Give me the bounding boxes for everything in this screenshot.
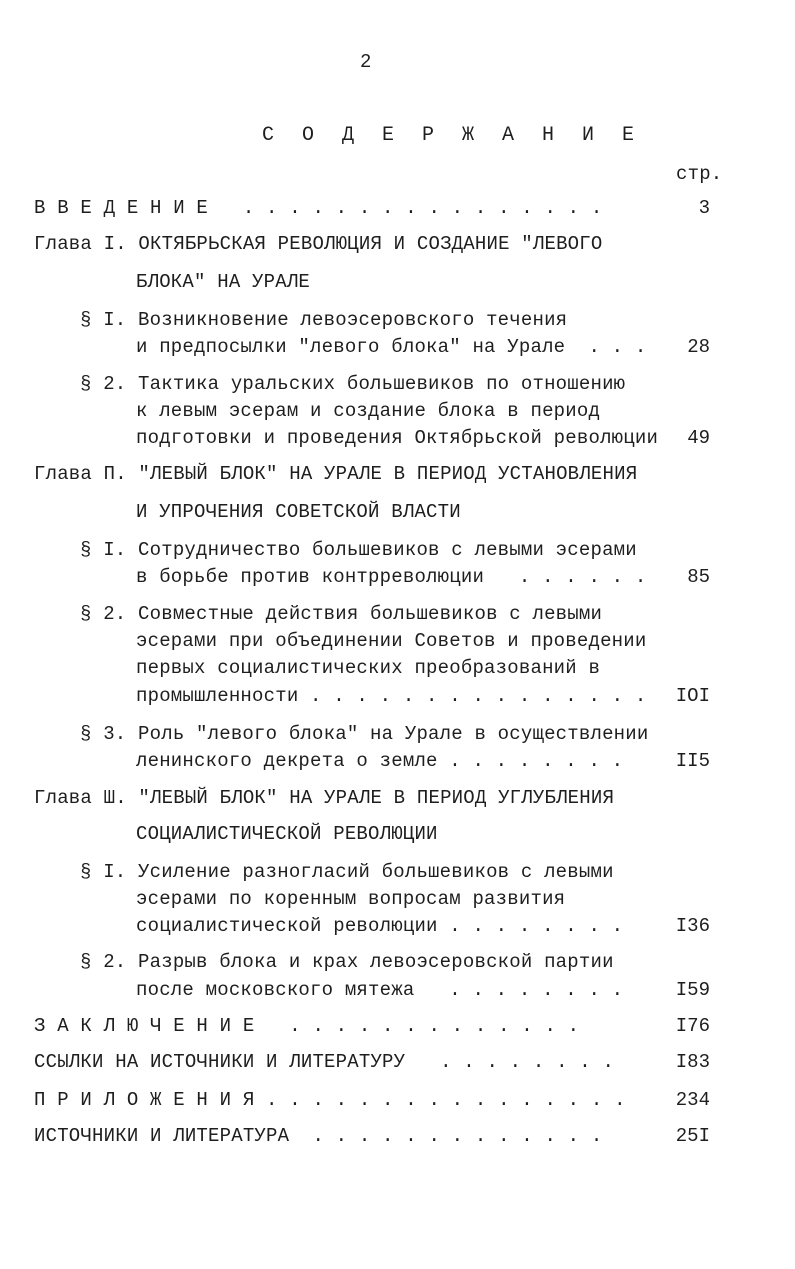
toc-entry-page: 49 — [687, 427, 710, 449]
toc-entry-page: II5 — [675, 750, 710, 772]
toc-entry-text: ИСТОЧНИКИ И ЛИТЕРАТУРА . . . . . . . . . . . . . — [34, 1125, 603, 1147]
toc-entry-page: IOI — [675, 685, 710, 707]
toc-entry-text: к левым эсерам и создание блока в период — [136, 400, 601, 422]
page-number: 2 — [360, 51, 372, 73]
toc-entry-text: социалистической революции . . . . . . . . — [136, 915, 624, 937]
toc-entry-text: В В Е Д Е Н И Е . . . . . . . . . . . . . . . . — [34, 197, 603, 219]
toc-entry-text: промышленности . . . . . . . . . . . . . . . — [136, 685, 647, 707]
toc-entry-page: 85 — [687, 566, 710, 588]
toc-entry-text: § I. Возникновение левоэсеровского течения — [80, 309, 568, 331]
toc-entry-page: I83 — [675, 1051, 710, 1073]
toc-entry-text: § I. Сотрудничество большевиков с левыми эсерами — [80, 539, 637, 561]
toc-entry-text: СОЦИАЛИСТИЧЕСКОЙ РЕВОЛЮЦИИ — [136, 823, 438, 845]
toc-entry-text: Глава I. ОКТЯБРЬСКАЯ РЕВОЛЮЦИЯ И СОЗДАНИЕ "ЛЕВОГО — [34, 233, 603, 255]
toc-entry-text: в борьбе против контрреволюции . . . . . . — [136, 566, 647, 588]
toc-entry-page: 234 — [675, 1089, 710, 1111]
toc-entry-text: П Р И Л О Ж Е Н И Я . . . . . . . . . . . . . . . . — [34, 1089, 626, 1111]
toc-entry-text: эсерами по коренным вопросам развития — [136, 888, 566, 910]
toc-entry-text: § 2. Разрыв блока и крах левоэсеровской партии — [80, 951, 614, 973]
toc-entry-text: § 2. Совместные действия большевиков с левыми — [80, 603, 603, 625]
toc-entry-text: подготовки и проведения Октябрьской революции — [136, 427, 659, 449]
toc-entry-page: 28 — [687, 336, 710, 358]
toc-entry-text: § I. Усиление разногласий большевиков с левыми — [80, 861, 614, 883]
toc-entry-text: и предпосылки "левого блока" на Урале . . . — [136, 336, 647, 358]
toc-entry-page: I59 — [675, 979, 710, 1001]
toc-entry-text: З А К Л Ю Ч Е Н И Е . . . . . . . . . . . . . — [34, 1015, 580, 1037]
toc-entry-page: I76 — [675, 1015, 710, 1037]
toc-entry-text: § 2. Тактика уральских большевиков по отношению — [80, 373, 626, 395]
toc-entry-page: I36 — [675, 915, 710, 937]
toc-entry-text: после московского мятежа . . . . . . . . — [136, 979, 624, 1001]
page-title: С О Д Е Р Ж А Н И Е — [262, 124, 643, 147]
toc-entry-text: Глава П. "ЛЕВЫЙ БЛОК" НА УРАЛЕ В ПЕРИОД УСТАНОВЛЕНИЯ — [34, 463, 638, 485]
toc-entry-page: 25I — [675, 1125, 710, 1147]
toc-entry-page: 3 — [698, 197, 710, 219]
page-column-label: стр. — [676, 163, 723, 185]
toc-entry-text: ССЫЛКИ НА ИСТОЧНИКИ И ЛИТЕРАТУРУ . . . . . . . . — [34, 1051, 615, 1073]
toc-entry-text: § 3. Роль "левого блока" на Урале в осуществлении — [80, 723, 649, 745]
toc-entry-text: И УПРОЧЕНИЯ СОВЕТСКОЙ ВЛАСТИ — [136, 501, 461, 523]
toc-entry-text: БЛОКА" НА УРАЛЕ — [136, 271, 311, 293]
toc-entry-text: Глава Ш. "ЛЕВЫЙ БЛОК" НА УРАЛЕ В ПЕРИОД УГЛУБЛЕНИЯ — [34, 787, 615, 809]
toc-entry-text: ленинского декрета о земле . . . . . . . . — [136, 750, 624, 772]
toc-entry-text: первых социалистических преобразований в — [136, 657, 601, 679]
toc-entry-text: эсерами при объединении Советов и проведении — [136, 630, 647, 652]
